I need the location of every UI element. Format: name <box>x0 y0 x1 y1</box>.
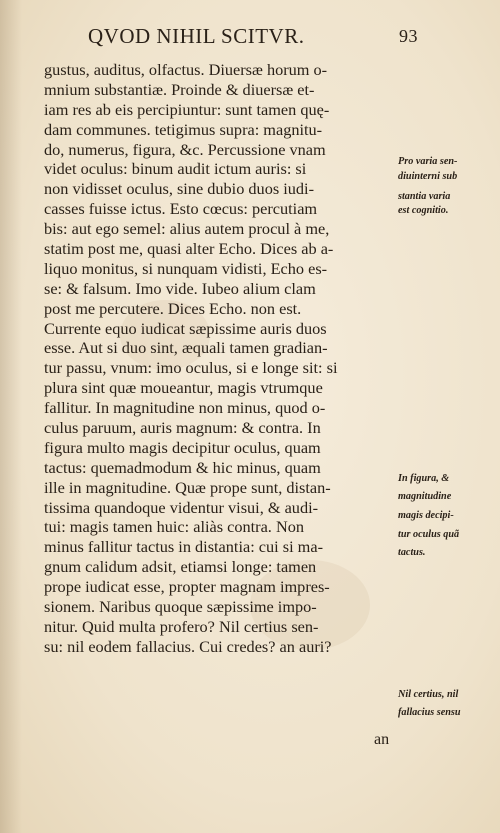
text-line: nitur. Quid multa profero? Nil certius sen- <box>44 616 319 636</box>
margin-note: magis decipi- <box>398 510 454 521</box>
text-line: plura sint quæ moueantur, magis vtrumque <box>44 378 323 398</box>
text-line: post me percutere. Dices Echo. non est. <box>44 298 302 318</box>
text-line: do, numerus, figura, &c. Percussione vnam <box>44 139 326 159</box>
text-line: dam communes. tetigimus supra: magnitu- <box>44 119 323 139</box>
margin-note: tur oculus quã <box>398 529 460 540</box>
page-header <box>88 20 418 54</box>
text-line: iam res ab eis percipiuntur: sunt tamen quę- <box>44 99 330 119</box>
margin-note: diuinterni sub <box>398 171 458 182</box>
body-text <box>44 60 399 657</box>
text-line: liquo monitus, si nunquam vidisti, Echo es- <box>44 258 328 278</box>
text-line: minus fallitur tactus in distantia: cui si ma- <box>44 537 323 557</box>
text-line: tactus: quemadmodum & hic minus, quam <box>44 457 321 477</box>
margin-note: est cognitio. <box>398 205 449 216</box>
catchword: an <box>374 731 390 748</box>
text-line: fallitur. In magnitudine non minus, quod o- <box>44 398 326 418</box>
text-line: sionem. Naribus quoque sæpissime impo- <box>44 597 317 617</box>
text-line: non vidisset oculus, sine dubio duos iudi- <box>44 179 314 199</box>
margin-note: stantia varia <box>398 191 451 202</box>
text-line: statim post me, quasi alter Echo. Dices ab a- <box>44 239 334 259</box>
page-number: 93 <box>399 26 418 46</box>
text-line: Currente equo iudicat sæpissime auris duos <box>44 318 327 338</box>
text-line: bis: aut ego semel: alius autem procul à me, <box>44 219 330 239</box>
text-line: mnium substantiæ. Proinde & diuersæ et- <box>44 79 315 99</box>
text-line: figura multo magis decipitur oculus, quam <box>44 437 321 457</box>
text-line: tissima quandoque videntur visui, & audi- <box>44 497 319 517</box>
text-line: esse. Aut si duo sint, æquali tamen gradian- <box>44 338 328 358</box>
margin-note: fallacius sensu <box>398 707 461 718</box>
margin-note: In figura, & <box>398 473 450 484</box>
margin-note: tactus. <box>398 547 426 558</box>
text-line: videt oculus: binum audit ictum auris: si <box>44 159 307 179</box>
running-title: QVOD NIHIL SCITVR. <box>88 24 305 48</box>
margin-note: Pro varia sen- <box>398 156 458 167</box>
text-line: prope iudicat esse, propter magnam impres- <box>44 577 330 597</box>
text-line: tui: magis tamen huic: aliàs contra. Non <box>44 517 304 537</box>
text-line: culus paruum, auris magnum: & contra. In <box>44 418 321 438</box>
text-line: tur passu, vnum: imo oculus, si e longe sit: si <box>44 358 338 378</box>
margin-note: Nil certius, nil <box>398 689 459 700</box>
text-line: gustus, auditus, olfactus. Diuersæ horum o- <box>44 60 328 79</box>
text-line: se: & falsum. Imo vide. Iubeo alium clam <box>44 278 316 298</box>
text-line: su: nil eodem fallacius. Cui credes? an auri? <box>44 636 332 656</box>
text-line: ille in magnitudine. Quæ prope sunt, distan- <box>44 477 331 497</box>
spine-shadow <box>0 0 22 833</box>
text-line: casses fuisse ictus. Esto cœcus: percutiam <box>44 199 318 219</box>
margin-note: magnitudine <box>398 491 452 502</box>
text-line: gnum calidum adsit, etiamsi longe: tamen <box>44 557 317 577</box>
